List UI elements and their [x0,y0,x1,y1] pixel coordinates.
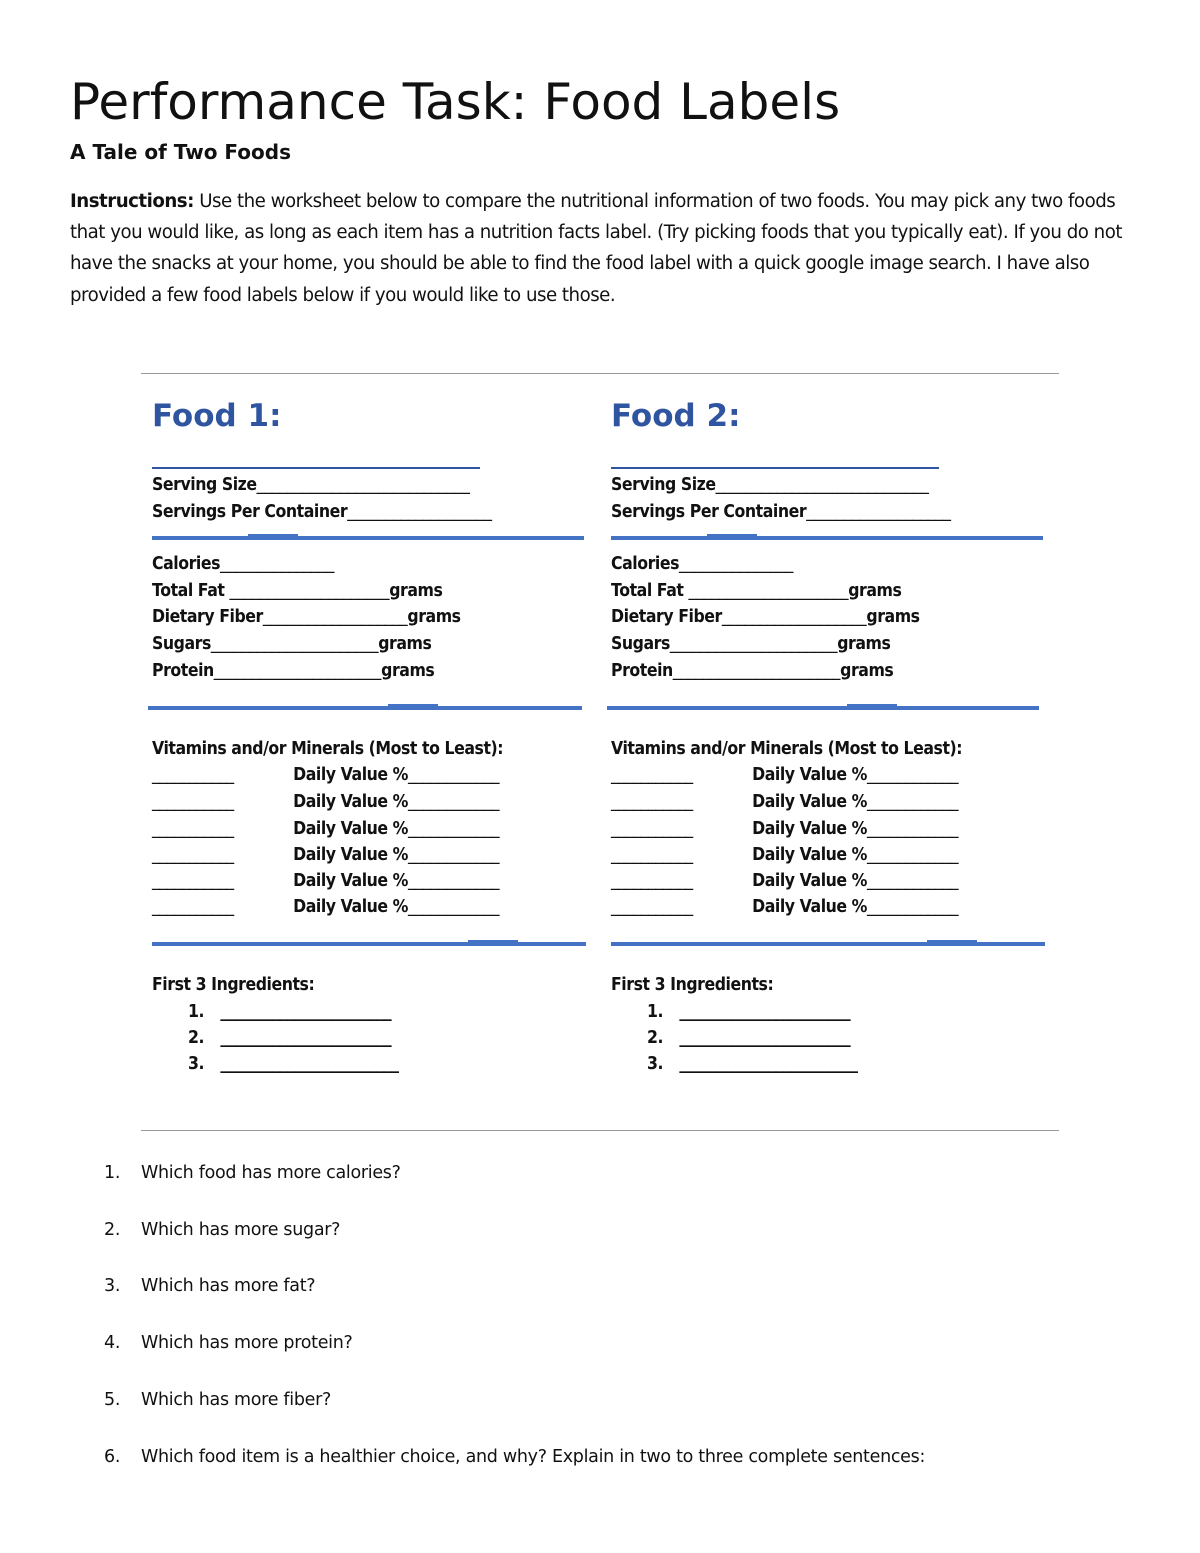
food-1-ingredient-3: 3. ________________________ [188,1054,399,1074]
food-1-dv-4-blank[interactable]: ____________ [408,845,500,865]
food-1-ingredient-2: 2. _______________________ [188,1028,392,1048]
food-2-protein: Protein______________________grams [611,661,894,681]
food-2-fiber-blank[interactable]: ___________________ [721,607,867,627]
food-1-dv-row-1: ___________ Daily Value %____________ [152,765,500,785]
food-1-dv-5-blank[interactable]: ____________ [408,871,500,891]
food-2-total-fat-blank[interactable]: _____________________ [688,581,849,601]
instructions-paragraph [70,186,1130,311]
food-2-serving-size: Serving Size____________________________ [611,475,929,495]
food-1-dietary-fiber: Dietary Fiber___________________grams [152,607,461,627]
food-2-dv-4-blank[interactable]: ____________ [867,845,959,865]
food-1-dv-2-blank[interactable]: ____________ [408,792,500,812]
food-2-dv-row-2: ___________ Daily Value %____________ [611,792,959,812]
question-2: 2. Which has more sugar? [104,1220,341,1240]
food-2-dv-row-6: ___________ Daily Value %____________ [611,897,959,917]
food-2-dv-1-blank[interactable]: ____________ [867,765,959,785]
food-2-servings-blank[interactable]: ___________________ [806,502,951,522]
food-2-vitamin-3-blank[interactable]: ___________ [611,819,693,839]
food-2-divider-band-1 [611,536,1043,540]
food-1-protein: Protein______________________grams [152,661,435,681]
food-1-ingredient-1: 1. _______________________ [188,1002,392,1022]
food-1-ingredients-heading: First 3 Ingredients: [152,975,315,995]
food-2-dv-row-1: ___________ Daily Value %____________ [611,765,959,785]
food-1-dv-row-3: ___________ Daily Value %____________ [152,819,500,839]
instructions-text: Use the worksheet below to compare the nutritional information of two foods. You may pick any two foods that you would like, as long as each item has a nutrition facts label. (Try picking foods that you typically eat). If you do not have the snacks at your home, you should be able to find the food label with a quick google image search. I have also provided a few food labels below if you would like to use those. [70,191,1122,306]
food-1-ingredient-3-blank[interactable]: ________________________ [220,1054,399,1074]
food-2-dv-row-5: ___________ Daily Value %____________ [611,871,959,891]
food-1-sugars-blank[interactable]: ______________________ [210,634,379,654]
food-2-ingredient-2-blank[interactable]: _______________________ [679,1028,851,1048]
food-2-divider-band-2 [607,706,1039,710]
food-1-dv-1-blank[interactable]: ____________ [408,765,500,785]
food-1-vitamin-1-blank[interactable]: ___________ [152,765,234,785]
food-2-vitamin-2-blank[interactable]: ___________ [611,792,693,812]
food-1-dv-row-4: ___________ Daily Value %____________ [152,845,500,865]
food-2-ingredient-2: 2. _______________________ [647,1028,851,1048]
food-1-title: Food 1: [152,398,282,434]
food-1-vitamin-3-blank[interactable]: ___________ [152,819,234,839]
food-1-name-blank[interactable] [152,467,480,469]
food-2-ingredient-1-blank[interactable]: _______________________ [679,1002,851,1022]
food-1-serving-size-blank[interactable]: ____________________________ [256,475,470,495]
bottom-divider [141,1130,1059,1131]
food-2-serving-size-blank[interactable]: ____________________________ [715,475,929,495]
question-5: 5. Which has more fiber? [104,1390,332,1410]
food-2-sugars: Sugars______________________grams [611,634,891,654]
food-2-vitamin-4-blank[interactable]: ___________ [611,845,693,865]
food-1-serving-size: Serving Size____________________________ [152,475,470,495]
food-1-fiber-blank[interactable]: ___________________ [262,607,408,627]
food-2-dv-row-3: ___________ Daily Value %____________ [611,819,959,839]
food-2-name-blank[interactable] [611,467,939,469]
food-2-ingredient-3-blank[interactable]: ________________________ [679,1054,858,1074]
food-2-vitamin-5-blank[interactable]: ___________ [611,871,693,891]
food-2-dv-6-blank[interactable]: ____________ [867,897,959,917]
food-1-vitamin-2-blank[interactable]: ___________ [152,792,234,812]
food-2-vitamin-1-blank[interactable]: ___________ [611,765,693,785]
page-title: Performance Task: Food Labels [70,73,841,131]
food-1-servings-per-container: Servings Per Container___________________ [152,502,492,522]
top-divider [141,373,1059,374]
food-1-dv-6-blank[interactable]: ____________ [408,897,500,917]
question-6: 6. Which food item is a healthier choice, and why? Explain in two to three complete sentences: [104,1447,926,1467]
food-1-ingredient-2-blank[interactable]: _______________________ [220,1028,392,1048]
question-1: 1. Which food has more calories? [104,1163,401,1183]
food-2-vitamins-heading: Vitamins and/or Minerals (Most to Least): [611,739,963,759]
food-1-divider-band-3 [152,942,586,946]
food-2-title: Food 2: [611,398,741,434]
food-1-vitamin-4-blank[interactable]: ___________ [152,845,234,865]
food-1-protein-blank[interactable]: ______________________ [213,661,382,681]
food-1-servings-blank[interactable]: ___________________ [347,502,492,522]
food-1-ingredient-1-blank[interactable]: _______________________ [220,1002,392,1022]
food-1-dv-row-5: ___________ Daily Value %____________ [152,871,500,891]
food-1-vitamin-5-blank[interactable]: ___________ [152,871,234,891]
food-2-ingredients-heading: First 3 Ingredients: [611,975,774,995]
food-2-divider-band-3 [611,942,1045,946]
food-2-calories-blank[interactable]: _______________ [679,554,794,574]
food-1-calories: Calories_______________ [152,554,335,574]
food-2-protein-blank[interactable]: ______________________ [672,661,841,681]
food-1-dv-row-2: ___________ Daily Value %____________ [152,792,500,812]
food-1-vitamins-heading: Vitamins and/or Minerals (Most to Least): [152,739,504,759]
food-2-sugars-blank[interactable]: ______________________ [669,634,838,654]
food-1-total-fat: Total Fat _____________________grams [152,581,443,601]
food-2-dietary-fiber: Dietary Fiber___________________grams [611,607,920,627]
food-2-ingredient-3: 3. ________________________ [647,1054,858,1074]
food-1-calories-blank[interactable]: _______________ [220,554,335,574]
food-1-vitamin-6-blank[interactable]: ___________ [152,897,234,917]
food-1-dv-3-blank[interactable]: ____________ [408,819,500,839]
food-2-dv-5-blank[interactable]: ____________ [867,871,959,891]
food-2-dv-row-4: ___________ Daily Value %____________ [611,845,959,865]
subtitle: A Tale of Two Foods [70,140,291,164]
question-4: 4. Which has more protein? [104,1333,353,1353]
food-1-divider-band-2 [148,706,582,710]
food-2-servings-per-container: Servings Per Container___________________ [611,502,951,522]
food-2-dv-3-blank[interactable]: ____________ [867,819,959,839]
food-1-dv-row-6: ___________ Daily Value %____________ [152,897,500,917]
food-2-ingredient-1: 1. _______________________ [647,1002,851,1022]
food-2-calories: Calories_______________ [611,554,794,574]
instructions-label: Instructions: [70,191,194,212]
food-2-total-fat: Total Fat _____________________grams [611,581,902,601]
food-2-vitamin-6-blank[interactable]: ___________ [611,897,693,917]
food-1-divider-band-1 [152,536,584,540]
food-1-sugars: Sugars______________________grams [152,634,432,654]
food-2-dv-2-blank[interactable]: ____________ [867,792,959,812]
food-1-total-fat-blank[interactable]: _____________________ [229,581,390,601]
question-3: 3. Which has more fat? [104,1276,316,1296]
